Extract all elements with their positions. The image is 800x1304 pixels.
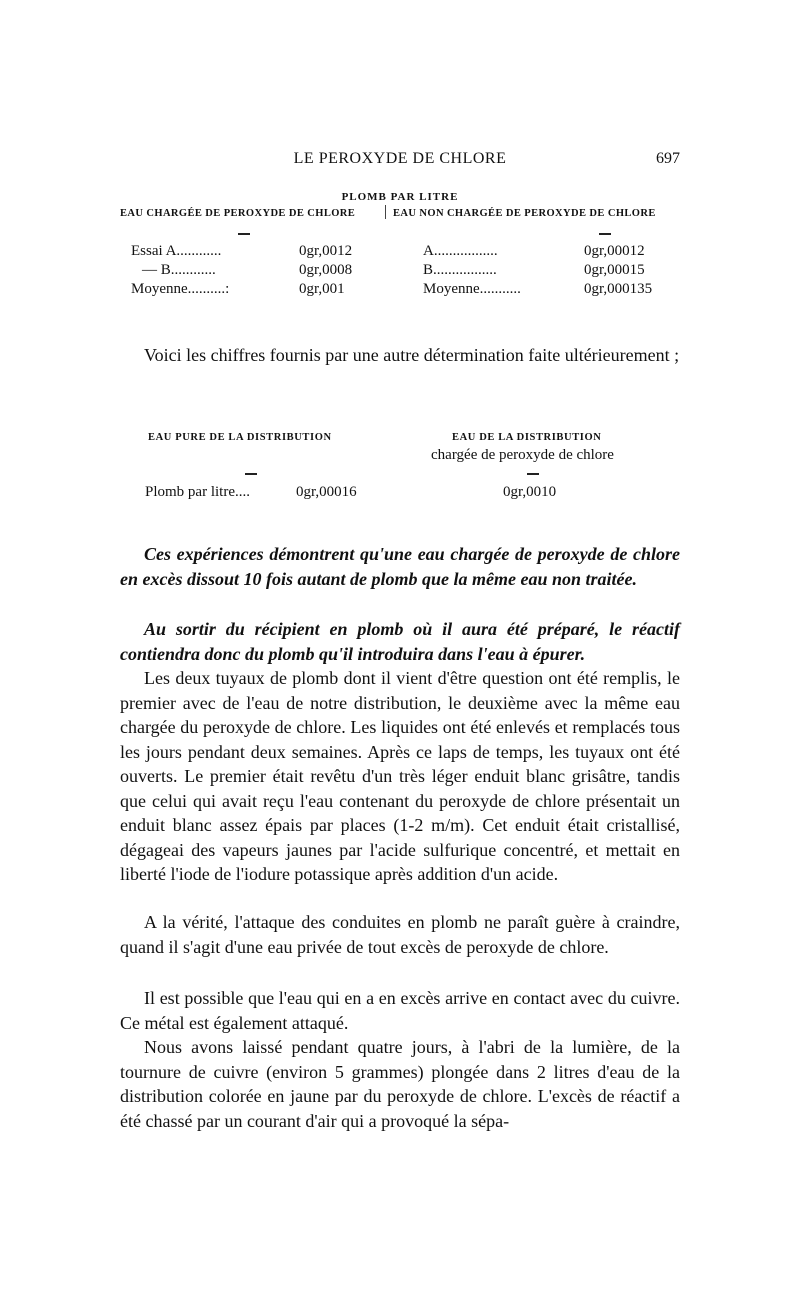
row-label: A................. [423,243,498,259]
paragraph-3: Les deux tuyaux de plomb dont il vient d'être question ont été remplis, le premier avec de l'eau de notre distribution, le deuxième avec la même eau chargée du peroxyde de chlore. Les liquides ont été enlevés et remplacés tous les jours pendant deux semaines. Après ce laps de temps, les tuyaux ont été ouverts. Le premier était revêtu d'un très léger enduit blanc grisâtre, tandis que celui qui avait reçu l'eau contenant du peroxyde de chlore présentait un enduit blanc assez épais par places (1-2 m/m). Cet enduit était cristallisé, dégageai des vapeurs jaunes par l'acide sulfurique concentré, et mettait en liberté l'iode de l'iodure potassique après addition d'un acide. [120,668,680,884]
table1-left-header: EAU CHARGÉE DE PEROXYDE DE CHLORE [120,208,356,219]
table2-right-subheader: chargée de peroxyde de chlore [431,447,614,463]
row-label: Moyenne........... [423,281,521,297]
table2-left-header: EAU PURE DE LA DISTRIBUTION [148,432,332,443]
table1-right-dash [599,233,611,235]
table1-left-row [131,281,381,301]
row-value: 0gr,00015 [584,262,645,278]
table1-left-row [131,243,381,263]
running-head [120,150,680,176]
paragraph-italic-1: Ces expériences démontrent qu'une eau chargée de peroxyde de chlore en excès dissout 10 fois autant de plomb que la même eau non traitée. [120,544,680,589]
row-label: B................. [423,262,497,278]
row-label: — B............ [142,262,216,278]
table2-right-dash [527,473,539,475]
row-value: 0gr,0008 [299,262,353,278]
table2-left-dash [245,473,257,475]
paragraph-4: A la vérité, l'attaque des conduites en plomb ne paraît guère à craindre, quand il s'agit d'une eau privée de tout excès de peroxyde de chlore. [120,912,680,957]
paragraph-5: Il est possible que l'eau qui en a en excès arrive en contact avec du cuivre. Ce métal est également attaqué. [120,988,680,1033]
table1-header-separator [385,205,386,219]
paragraph-intro: Voici les chiffres fournis par une autre détermination faite ultérieurement ; [144,345,680,365]
row-value: 0gr,0012 [299,243,353,259]
table2-row-label: Plomb par litre.... [145,484,250,500]
paragraph-italic-2: Au sortir du récipient en plomb où il aura été préparé, le réactif contiendra donc du plomb qu'il introduira dans l'eau à épurer. [120,619,680,664]
row-label: Moyenne..........: [131,281,230,297]
table1-caption: PLOMB PAR LITRE [341,191,459,203]
table2-left-value: 0gr,00016 [296,484,357,500]
table1-right-row [423,243,683,263]
table1-right-header: EAU NON CHARGÉE DE PEROXYDE DE CHLORE [393,208,656,219]
page-number: 697 [656,150,680,167]
row-value: 0gr,000135 [584,281,653,297]
row-label: Essai A............ [131,243,222,259]
table2-right-header: EAU DE LA DISTRIBUTION [452,432,602,443]
table1-right-row [423,281,683,301]
row-value: 0gr,001 [299,281,345,297]
row-value: 0gr,00012 [584,243,645,259]
table1-right-row [423,262,683,282]
running-title: LE PEROXYDE DE CHLORE [293,150,507,167]
paragraph-6: Nous avons laissé pendant quatre jours, à l'abri de la lumière, de la tournure de cuivre (environ 5 grammes) plongée dans 2 litres d'eau de la distribution colorée en jaune par du peroxyde de chlore. L'excès de réactif a été chassé par un courant d'air qui a provoqué la sépa- [120,1037,680,1131]
table2-right-value: 0gr,0010 [503,484,557,500]
table1-left-row [142,262,382,282]
table1-left-dash [238,233,250,235]
